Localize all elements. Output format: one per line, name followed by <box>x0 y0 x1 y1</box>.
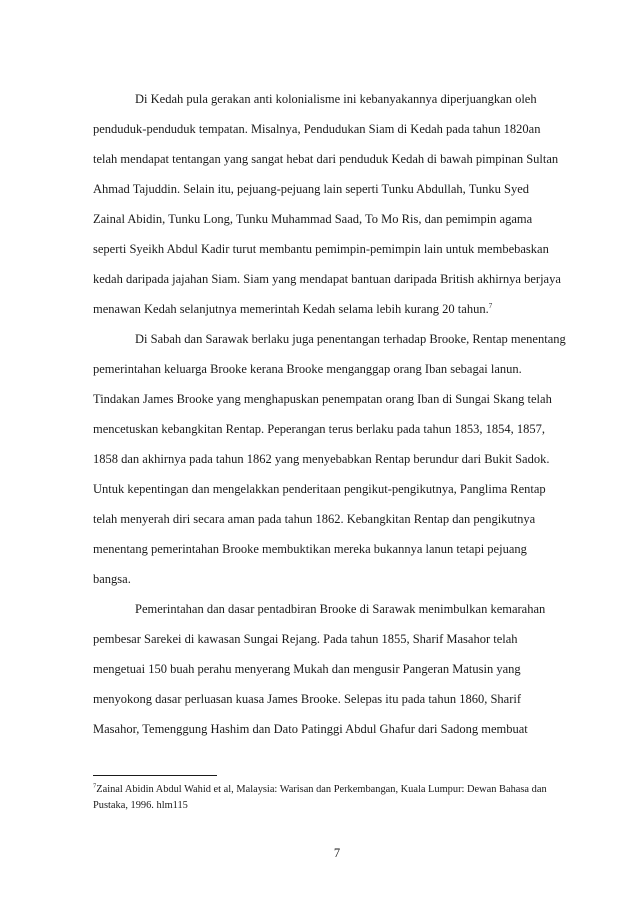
text-line: Pemerintahan dan dasar pentadbiran Brooke di Sarawak menimbulkan kemarahan <box>135 602 546 616</box>
text-line: menyokong dasar perluasan kuasa James Brooke. Selepas itu pada tahun 1860, Sharif <box>93 692 522 706</box>
footnote-line <box>93 782 583 798</box>
text-line: Masahor, Temenggung Hashim dan Dato Patinggi Abdul Ghafur dari Sadong membuat <box>93 722 528 736</box>
text-line <box>93 294 575 324</box>
text-line: Di Kedah pula gerakan anti kolonialisme ini kebanyakannya diperjuangkan oleh <box>135 92 537 106</box>
text-line: pembesar Sarekei di kawasan Sungai Rejang. Pada tahun 1855, Sharif Masahor telah <box>93 632 518 646</box>
text-line: Untuk kepentingan dan mengelakkan penderitaan pengikut-pengikutnya, Panglima Rentap <box>93 482 546 496</box>
text-line-content: menawan Kedah selanjutnya memerintah Kedah selama lebih kurang 20 tahun. <box>93 302 489 316</box>
text-line: Di Sabah dan Sarawak berlaku juga penentangan terhadap Brooke, Rentap menentang <box>135 332 566 346</box>
footnote-divider <box>93 775 217 776</box>
text-line: 1858 dan akhirnya pada tahun 1862 yang menyebabkan Rentap berundur dari Bukit Sadok. <box>93 452 550 466</box>
footnote-text: Zainal Abidin Abdul Wahid et al, Malaysia: Warisan dan Perkembangan, Kuala Lumpur: Dewan Bahasa dan <box>96 784 547 795</box>
text-line: Tindakan James Brooke yang menghapuskan penempatan orang Iban di Sungai Skang telah <box>93 392 552 406</box>
paragraph-kedah <box>93 84 575 324</box>
text-line: telah menyerah diri secara aman pada tahun 1862. Kebangkitan Rentap dan pengikutnya <box>93 512 536 526</box>
text-line: telah mendapat tentangan yang sangat hebat dari penduduk Kedah di bawah pimpinan Sultan <box>93 152 559 166</box>
text-line: pemerintahan keluarga Brooke kerana Brooke menganggap orang Iban sebagai lanun. <box>93 362 522 376</box>
footnote <box>93 782 583 814</box>
text-line: bangsa. <box>93 572 131 586</box>
paragraph-sarawak-brooke <box>93 594 575 744</box>
text-line: seperti Syeikh Abdul Kadir turut membantu pemimpin-pemimpin lain untuk membebaskan <box>93 242 549 256</box>
text-line: Zainal Abidin, Tunku Long, Tunku Muhammad Saad, To Mo Ris, dan pemimpin agama <box>93 212 533 226</box>
text-line: mencetuskan kebangkitan Rentap. Peperangan terus berlaku pada tahun 1853, 1854, 1857, <box>93 422 545 436</box>
text-line: menentang pemerintahan Brooke membuktikan mereka bukannya lanun tetapi pejuang <box>93 542 527 556</box>
body-text <box>93 84 575 744</box>
text-line: penduduk-penduduk tempatan. Misalnya, Pendudukan Siam di Kedah pada tahun 1820an <box>93 122 541 136</box>
text-line: kedah daripada jajahan Siam. Siam yang mendapat bantuan daripada British akhirnya berjaya <box>93 272 561 286</box>
footnote-line: Pustaka, 1996. hlm115 <box>93 800 188 811</box>
paragraph-sabah-sarawak <box>93 324 575 594</box>
footnote-mark: 7 <box>93 782 97 790</box>
footnote-reference[interactable]: 7 <box>488 301 493 310</box>
text-line: mengetuai 150 buah perahu menyerang Mukah dan mengusir Pangeran Matusin yang <box>93 662 521 676</box>
page-number: 7 <box>333 846 341 860</box>
text-line: Ahmad Tajuddin. Selain itu, pejuang-pejuang lain seperti Tunku Abdullah, Tunku Syed <box>93 182 530 196</box>
